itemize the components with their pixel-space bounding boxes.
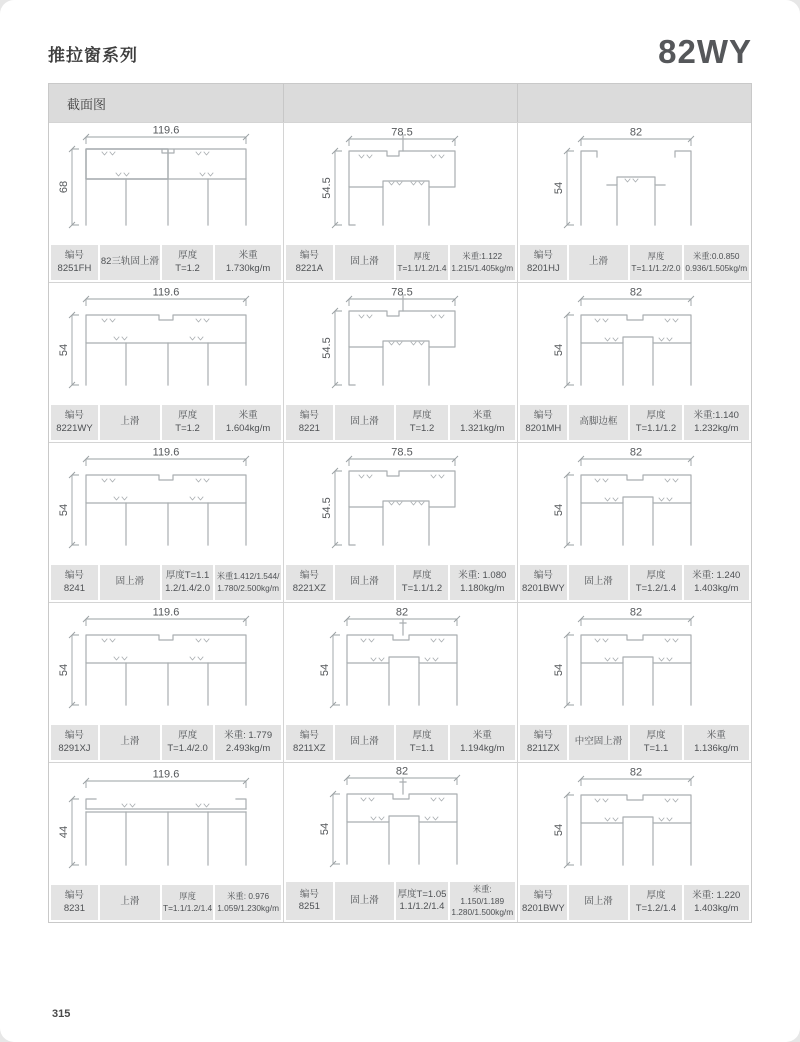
profile-drawing — [284, 603, 517, 725]
spec-name: 固上滑 — [569, 885, 629, 920]
svg-text:119.6: 119.6 — [152, 286, 180, 299]
spec-code: 编号 8221 — [286, 405, 333, 440]
page-number: 315 — [52, 1008, 71, 1020]
svg-text:54: 54 — [318, 822, 331, 835]
spec-name: 固上滑 — [335, 245, 395, 280]
spec-strip — [286, 245, 515, 280]
profile-cell-8241 — [49, 442, 283, 602]
spec-thickness: 厚度 T=1.1/1.2 — [630, 405, 681, 440]
spec-thickness: 厚度 T=1.4/2.0 — [162, 725, 213, 760]
spec-name: 固上滑 — [335, 882, 395, 920]
svg-text:119.6: 119.6 — [152, 606, 180, 619]
series-title: 推拉窗系列 — [48, 46, 138, 66]
cross-section-svg — [50, 763, 282, 885]
spec-strip — [520, 245, 749, 280]
spec-strip — [286, 565, 515, 600]
cross-section-svg — [50, 123, 282, 245]
spec-thickness: 厚度 T=1.2 — [162, 405, 213, 440]
spec-name: 上滑 — [100, 405, 160, 440]
page-header — [0, 0, 800, 70]
profile-drawing — [49, 443, 283, 565]
svg-text:82: 82 — [629, 126, 642, 139]
spec-weight: 米重:0.0.850 0.936/1.505kg/m — [684, 245, 750, 280]
svg-text:78.5: 78.5 — [390, 286, 413, 299]
cross-section-svg — [285, 443, 517, 565]
spec-thickness: 厚度 T=1.1 — [396, 725, 447, 760]
svg-text:82: 82 — [629, 446, 642, 459]
profile-cell-8221A — [283, 122, 517, 282]
svg-text:54: 54 — [552, 823, 565, 837]
profile-drawing — [518, 443, 751, 565]
section-header-cell — [517, 84, 751, 122]
spec-code: 编号 8201BWY — [520, 565, 567, 600]
svg-text:82: 82 — [395, 765, 408, 778]
profile-cell-8201HJ — [517, 122, 751, 282]
spec-name: 固上滑 — [335, 725, 395, 760]
spec-name: 上滑 — [100, 885, 160, 920]
spec-code: 编号 8251FH — [51, 245, 98, 280]
spec-code: 编号 8291XJ — [51, 725, 98, 760]
spec-code: 编号 8251 — [286, 882, 333, 920]
cross-section-svg — [519, 123, 751, 245]
profile-cell-8201BWY-b — [517, 762, 751, 922]
spec-weight: 米重:1.140 1.232kg/m — [684, 405, 750, 440]
svg-text:44: 44 — [58, 825, 70, 839]
spec-weight: 米重 1.604kg/m — [215, 405, 281, 440]
svg-text:78.5: 78.5 — [390, 446, 413, 459]
profile-cell-8201MH — [517, 282, 751, 442]
cross-section-svg — [285, 763, 517, 882]
spec-name: 上滑 — [100, 725, 160, 760]
spec-weight: 米重1.412/1.544/ 1.780/2.500kg/m — [215, 565, 281, 600]
spec-weight: 米重: 0.976 1.059/1.230kg/m — [215, 885, 281, 920]
spec-code: 编号 8241 — [51, 565, 98, 600]
spec-name: 固上滑 — [335, 405, 395, 440]
profile-cell-8221XZ — [283, 442, 517, 602]
spec-strip — [51, 565, 281, 600]
spec-code: 编号 8221A — [286, 245, 333, 280]
profile-cell-8231 — [49, 762, 283, 922]
cross-section-svg — [285, 123, 517, 245]
model-code: 82WY — [658, 33, 752, 70]
spec-thickness: 厚度 T=1.1/1.2/2.0 — [630, 245, 681, 280]
spec-code: 编号 8211XZ — [286, 725, 333, 760]
profile-drawing — [284, 123, 517, 245]
spec-code: 编号 8211ZX — [520, 725, 567, 760]
svg-text:54: 54 — [552, 181, 565, 195]
svg-text:54: 54 — [552, 343, 565, 357]
spec-name: 固上滑 — [100, 565, 160, 600]
profile-drawing — [284, 283, 517, 405]
cross-section-svg — [50, 283, 282, 405]
profile-cell-8251FH — [49, 122, 283, 282]
profile-drawing — [518, 603, 751, 725]
spec-name: 82三轨固上滑 — [100, 245, 160, 280]
spec-code: 编号 8221XZ — [286, 565, 333, 600]
spec-weight: 米重: 1.240 1.403kg/m — [684, 565, 750, 600]
spec-weight: 米重:1.122 1.215/1.405kg/m — [450, 245, 516, 280]
spec-thickness: 厚度 T=1.2 — [162, 245, 213, 280]
spec-strip — [520, 565, 749, 600]
svg-text:54: 54 — [58, 343, 70, 357]
profile-drawing — [284, 763, 517, 882]
spec-name: 固上滑 — [569, 565, 629, 600]
profile-drawing — [518, 763, 751, 885]
spec-weight: 米重 1.136kg/m — [684, 725, 750, 760]
svg-text:78.5: 78.5 — [390, 126, 413, 139]
svg-text:54.5: 54.5 — [320, 177, 333, 199]
svg-text:54: 54 — [552, 503, 565, 517]
svg-text:82: 82 — [629, 766, 642, 779]
spec-thickness: 厚度 T=1.1/1.2 — [396, 565, 447, 600]
svg-text:119.6: 119.6 — [152, 768, 180, 781]
spec-thickness: 厚度 T=1.1 — [630, 725, 681, 760]
spec-weight: 米重 1.321kg/m — [450, 405, 516, 440]
spec-strip — [51, 725, 281, 760]
spec-code: 编号 8201BWY — [520, 885, 567, 920]
spec-thickness: 厚度 T=1.1/1.2/1.4 — [162, 885, 213, 920]
svg-text:54: 54 — [552, 663, 565, 677]
section-table — [48, 83, 752, 923]
profile-drawing — [284, 443, 517, 565]
spec-name: 高脚边框 — [569, 405, 629, 440]
cross-section-svg — [519, 283, 751, 405]
svg-text:54.5: 54.5 — [320, 337, 333, 359]
grid — [49, 122, 751, 922]
spec-thickness: 厚度 T=1.2/1.4 — [630, 885, 681, 920]
profile-cell-8221WY — [49, 282, 283, 442]
svg-text:54: 54 — [318, 663, 331, 677]
spec-strip — [51, 885, 281, 920]
spec-thickness: 厚度 T=1.2 — [396, 405, 447, 440]
cross-section-svg — [519, 603, 751, 725]
spec-weight: 米重 1.194kg/m — [450, 725, 516, 760]
profile-cell-8251 — [283, 762, 517, 922]
cross-section-svg — [519, 763, 751, 885]
svg-text:82: 82 — [629, 286, 642, 299]
profile-cell-8221 — [283, 282, 517, 442]
spec-code: 编号 8201MH — [520, 405, 567, 440]
spec-strip — [51, 245, 281, 280]
spec-strip — [286, 725, 515, 760]
profile-drawing — [49, 283, 283, 405]
spec-thickness: 厚度 T=1.2/1.4 — [630, 565, 681, 600]
spec-strip — [520, 405, 749, 440]
spec-name: 固上滑 — [335, 565, 395, 600]
spec-thickness: 厚度 T=1.1/1.2/1.4 — [396, 245, 447, 280]
profile-drawing — [49, 603, 283, 725]
spec-thickness: 厚度T=1.05 1.1/1.2/1.4 — [396, 882, 447, 920]
spec-code: 编号 8231 — [51, 885, 98, 920]
svg-text:54: 54 — [58, 663, 70, 677]
spec-name: 上滑 — [569, 245, 629, 280]
section-header-cell — [283, 84, 517, 122]
svg-text:82: 82 — [395, 606, 408, 619]
spec-strip — [520, 725, 749, 760]
spec-strip — [286, 405, 515, 440]
spec-strip — [51, 405, 281, 440]
cross-section-svg — [285, 283, 517, 405]
profile-drawing — [49, 123, 283, 245]
cross-section-svg — [519, 443, 751, 565]
section-header-cell: 截面图 — [67, 96, 107, 112]
spec-code: 编号 8221WY — [51, 405, 98, 440]
svg-text:82: 82 — [629, 606, 642, 619]
spec-weight: 米重: 1.150/1.189 1.280/1.500kg/m — [450, 882, 516, 920]
spec-weight: 米重 1.730kg/m — [215, 245, 281, 280]
cross-section-svg — [50, 443, 282, 565]
svg-text:68: 68 — [58, 180, 70, 194]
profile-drawing — [49, 763, 283, 885]
svg-text:119.6: 119.6 — [152, 124, 180, 137]
profile-drawing — [518, 283, 751, 405]
profile-cell-8201BWY-a — [517, 442, 751, 602]
spec-strip — [286, 882, 515, 920]
spec-name: 中空固上滑 — [569, 725, 629, 760]
table-header-row — [49, 84, 751, 122]
profile-cell-8291XJ — [49, 602, 283, 762]
cross-section-svg — [50, 603, 282, 725]
profile-cell-8211ZX — [517, 602, 751, 762]
profile-cell-8211XZ — [283, 602, 517, 762]
spec-code: 编号 8201HJ — [520, 245, 567, 280]
spec-weight: 米重: 1.779 2.493kg/m — [215, 725, 281, 760]
spec-weight: 米重: 1.220 1.403kg/m — [684, 885, 750, 920]
spec-weight: 米重: 1.080 1.180kg/m — [450, 565, 516, 600]
svg-text:54.5: 54.5 — [320, 497, 333, 519]
svg-text:54: 54 — [58, 503, 70, 517]
spec-thickness: 厚度T=1.1 1.2/1.4/2.0 — [162, 565, 213, 600]
cross-section-svg — [285, 603, 517, 725]
spec-strip — [520, 885, 749, 920]
profile-drawing — [518, 123, 751, 245]
svg-text:119.6: 119.6 — [152, 446, 180, 459]
